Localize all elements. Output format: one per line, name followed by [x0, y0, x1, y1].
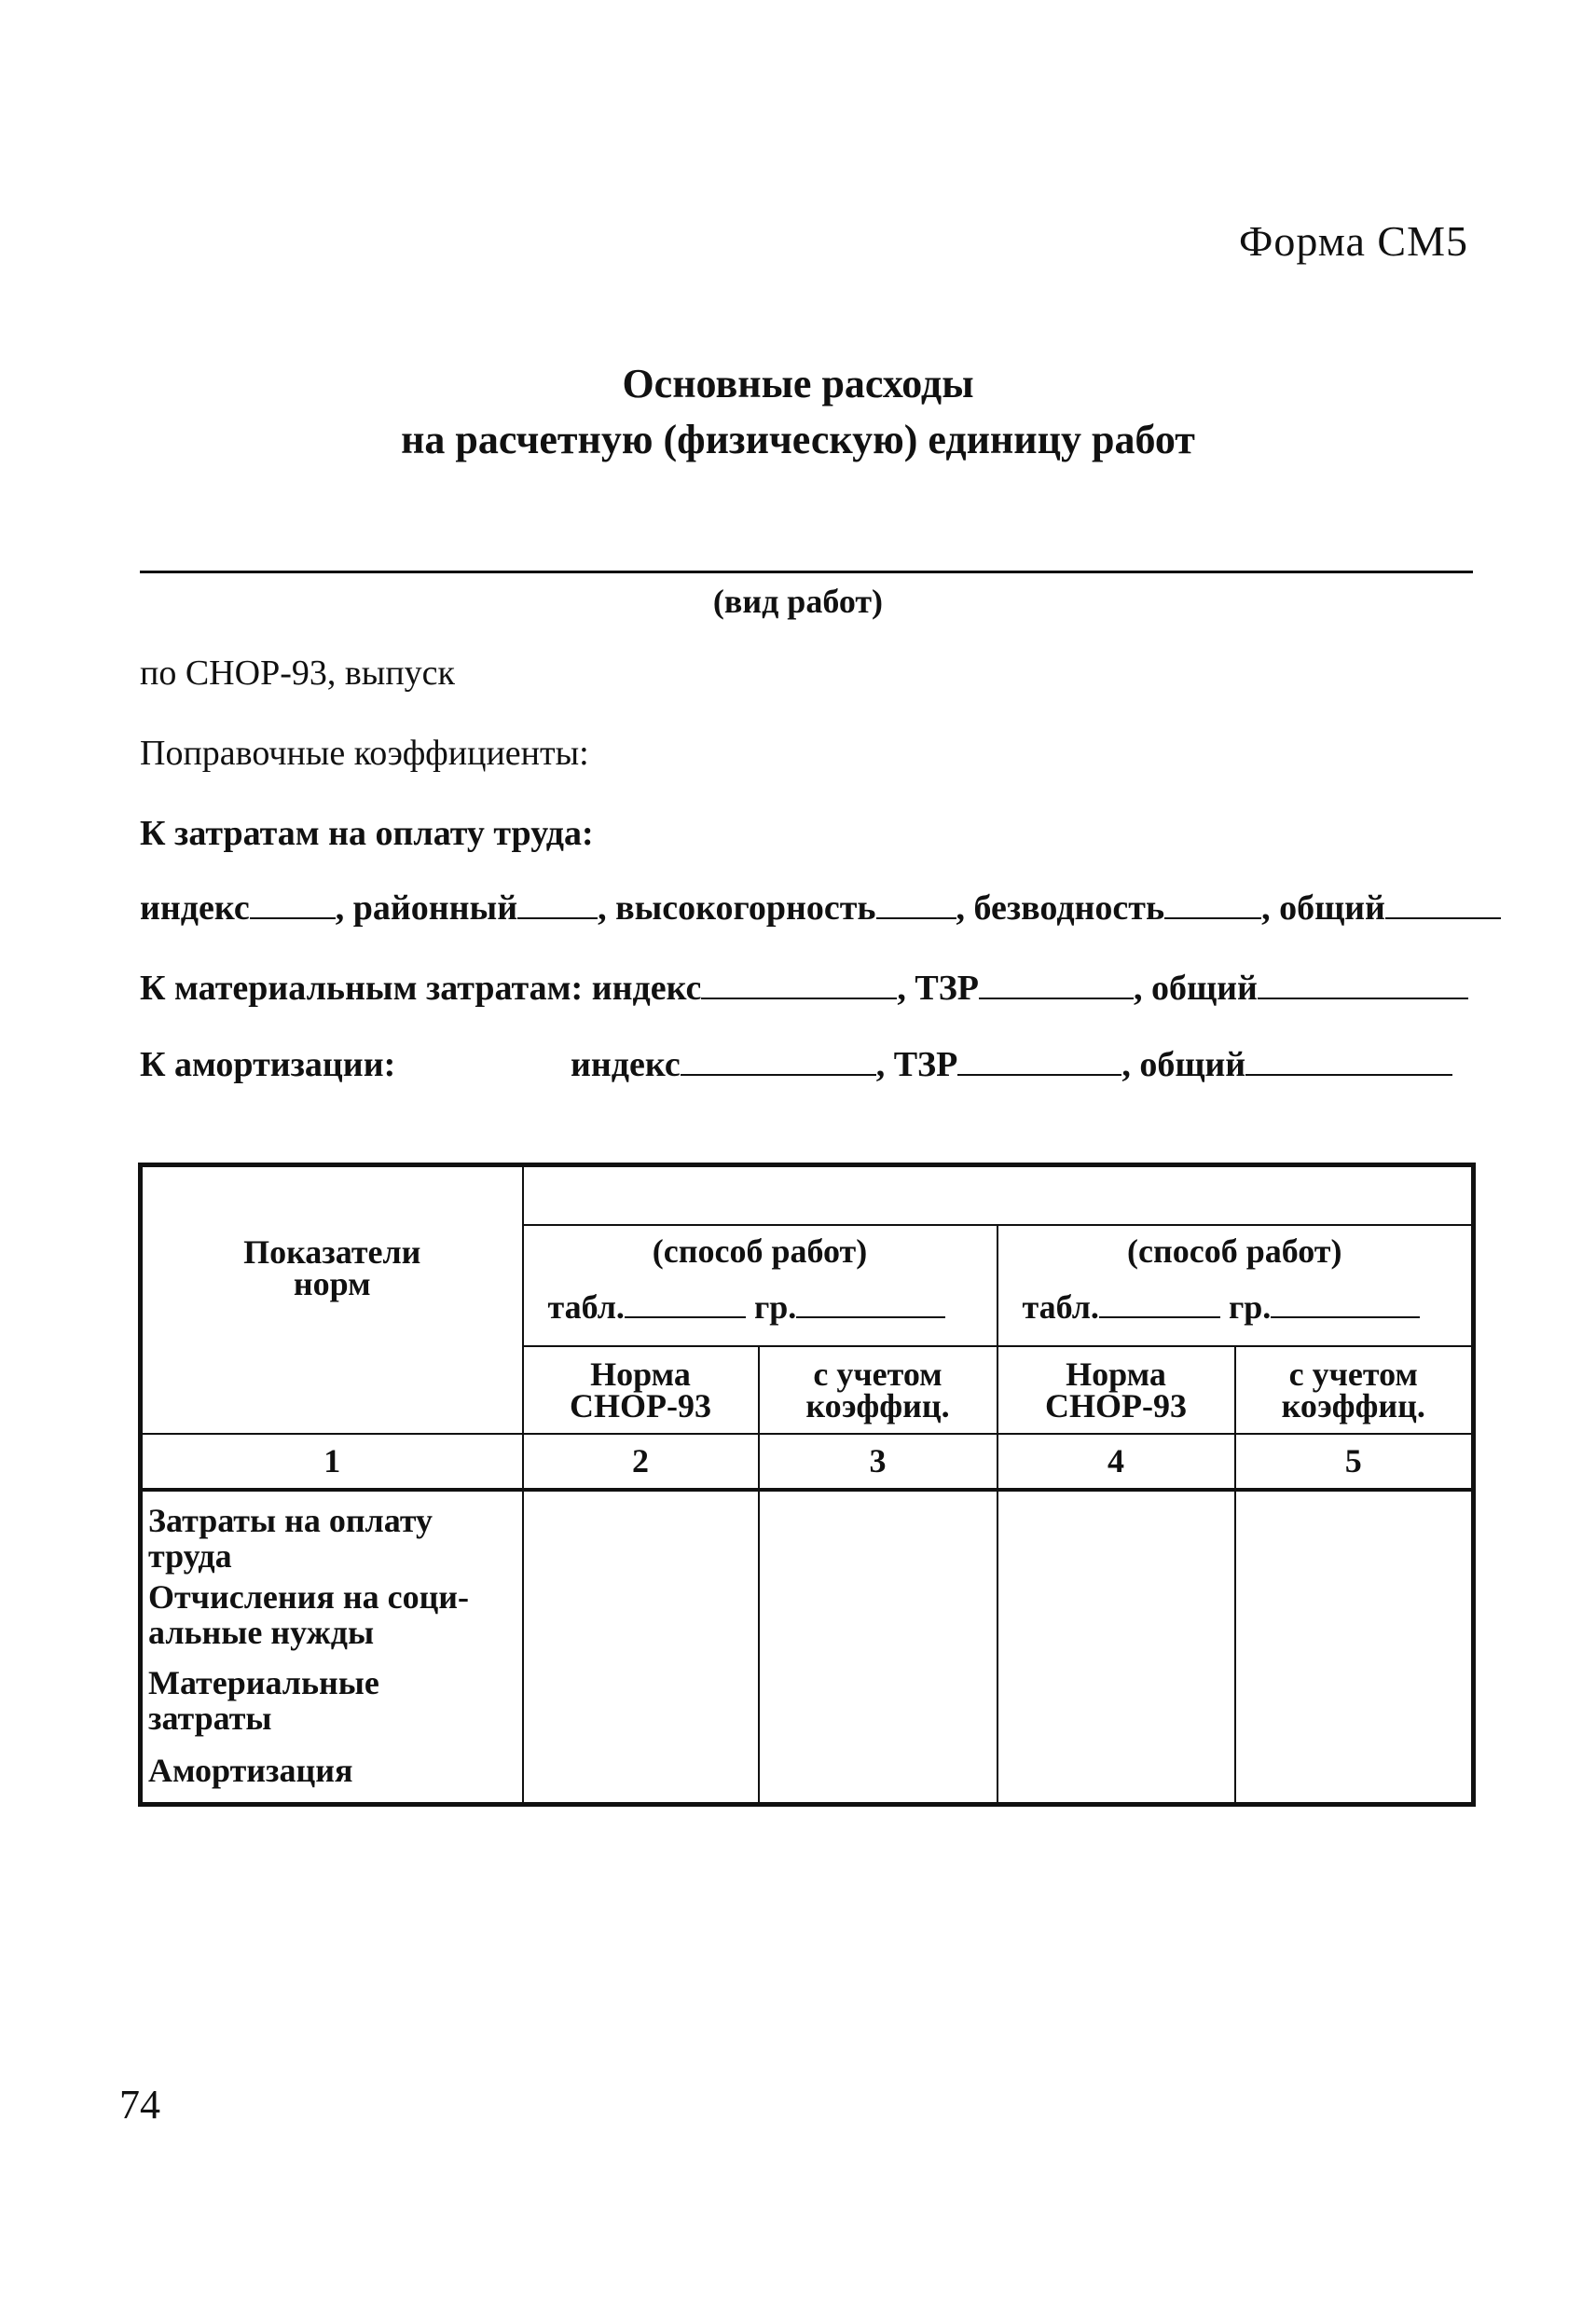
page-number: 74 — [119, 2082, 160, 2127]
cell-labor-2[interactable] — [523, 1490, 759, 1579]
amortization-total-blank[interactable] — [1245, 1046, 1452, 1076]
amortization-fields — [571, 1044, 1452, 1085]
work-type-caption: (вид работ) — [712, 583, 884, 620]
material-index-blank[interactable] — [701, 970, 897, 999]
row-label-materials: Материальные затраты — [141, 1665, 523, 1753]
row-label-amortization: Амортизация — [141, 1753, 523, 1805]
work-type-blank[interactable] — [140, 571, 1473, 573]
labor-total-label: , общий — [1261, 888, 1385, 928]
col-number-5: 5 — [1235, 1434, 1474, 1490]
cell-amort-5[interactable] — [1235, 1753, 1474, 1805]
col-number-3: 3 — [759, 1434, 998, 1490]
method-group-1 — [523, 1225, 998, 1346]
table-row — [141, 1579, 1474, 1665]
labor-regional-blank[interactable] — [517, 889, 598, 919]
cell-amort-4[interactable] — [998, 1753, 1235, 1805]
labor-fields-line — [140, 888, 1475, 929]
top-blank-cell[interactable] — [523, 1165, 1474, 1225]
cell-materials-2[interactable] — [523, 1665, 759, 1753]
method-group-2 — [998, 1225, 1474, 1346]
labor-total-blank[interactable] — [1385, 889, 1501, 919]
tabl-label-1: табл. — [547, 1287, 625, 1326]
table-row — [141, 1490, 1474, 1579]
labor-index-blank[interactable] — [250, 889, 336, 919]
amortization-tzr-label: , ТЗР — [875, 1045, 958, 1084]
snor-issue-line — [140, 653, 455, 694]
cell-social-4[interactable] — [998, 1579, 1235, 1665]
table-row — [141, 1753, 1474, 1805]
labor-waterless-blank[interactable] — [1164, 889, 1261, 919]
snor-issue-label: по СНОР-93, выпуск — [140, 654, 455, 693]
material-index-label: индекс — [591, 969, 702, 1008]
cell-materials-3[interactable] — [759, 1665, 998, 1753]
method-label-2: (способ работ) — [1127, 1232, 1342, 1270]
col-number-4: 4 — [998, 1434, 1235, 1490]
material-label: К материальным затратам: — [140, 969, 584, 1008]
col-number-2: 2 — [523, 1434, 759, 1490]
table-row — [141, 1665, 1474, 1753]
title-line-2: на расчетную (физическую) единицу работ — [401, 417, 1195, 462]
material-line — [140, 968, 1468, 1009]
document-title — [0, 356, 1596, 468]
labor-index-label: индекс — [140, 888, 250, 928]
cell-materials-4[interactable] — [998, 1665, 1235, 1753]
gr-blank-2[interactable] — [1271, 1292, 1420, 1318]
cell-amort-3[interactable] — [759, 1753, 998, 1805]
row-label-labor-costs: Затраты на оплату труда — [141, 1490, 523, 1579]
material-total-label: , общий — [1134, 969, 1258, 1008]
amortization-index-label: индекс — [571, 1045, 681, 1084]
cell-labor-4[interactable] — [998, 1490, 1235, 1579]
row-label-social: Отчисления на соци-альные нужды — [141, 1579, 523, 1665]
cell-labor-5[interactable] — [1235, 1490, 1474, 1579]
amortization-line — [140, 1044, 395, 1085]
correction-header: Поправочные коэффициенты: — [140, 734, 589, 773]
cell-materials-5[interactable] — [1235, 1665, 1474, 1753]
gr-label-2: гр. — [1228, 1287, 1272, 1326]
labor-waterless-label: , безводность — [956, 888, 1165, 928]
labor-highland-label: , высокогорность — [598, 888, 876, 928]
tabl-blank-1[interactable] — [625, 1292, 746, 1318]
tabl-label-2: табл. — [1022, 1287, 1099, 1326]
amortization-tzr-blank[interactable] — [957, 1046, 1121, 1076]
amortization-label: К амортизации: — [140, 1045, 396, 1084]
cell-amort-2[interactable] — [523, 1753, 759, 1805]
norm-snor-header-2: Норма СНОР-93 — [998, 1346, 1235, 1434]
cell-labor-3[interactable] — [759, 1490, 998, 1579]
tabl-blank-2[interactable] — [1099, 1292, 1220, 1318]
indicators-header: Показатели норм — [141, 1165, 523, 1434]
norms-table — [138, 1163, 1476, 1807]
column-numbers-row — [141, 1434, 1474, 1490]
with-coeff-header-2: с учетом коэффиц. — [1235, 1346, 1474, 1434]
gr-label-1: гр. — [753, 1287, 797, 1326]
form-label: Форма СМ5 — [1239, 217, 1468, 265]
cell-social-3[interactable] — [759, 1579, 998, 1665]
title-line-1: Основные расходы — [622, 361, 974, 406]
labor-regional-label: , районный — [335, 888, 518, 928]
material-tzr-blank[interactable] — [979, 970, 1134, 999]
amortization-total-label: , общий — [1121, 1045, 1246, 1084]
amortization-index-blank[interactable] — [681, 1046, 876, 1076]
cell-social-2[interactable] — [523, 1579, 759, 1665]
labor-header: К затратам на оплату труда: — [140, 814, 594, 853]
col-number-1: 1 — [141, 1434, 523, 1490]
labor-highland-blank[interactable] — [876, 889, 956, 919]
norm-snor-header-1: Норма СНОР-93 — [523, 1346, 759, 1434]
method-label-1: (способ работ) — [652, 1232, 868, 1270]
tabl-gr-line-1 — [524, 1287, 997, 1326]
cell-social-5[interactable] — [1235, 1579, 1474, 1665]
with-coeff-header-1: с учетом коэффиц. — [759, 1346, 998, 1434]
gr-blank-1[interactable] — [796, 1292, 945, 1318]
material-total-blank[interactable] — [1258, 970, 1468, 999]
material-tzr-label: , ТЗР — [897, 969, 980, 1008]
tabl-gr-line-2 — [998, 1287, 1472, 1326]
